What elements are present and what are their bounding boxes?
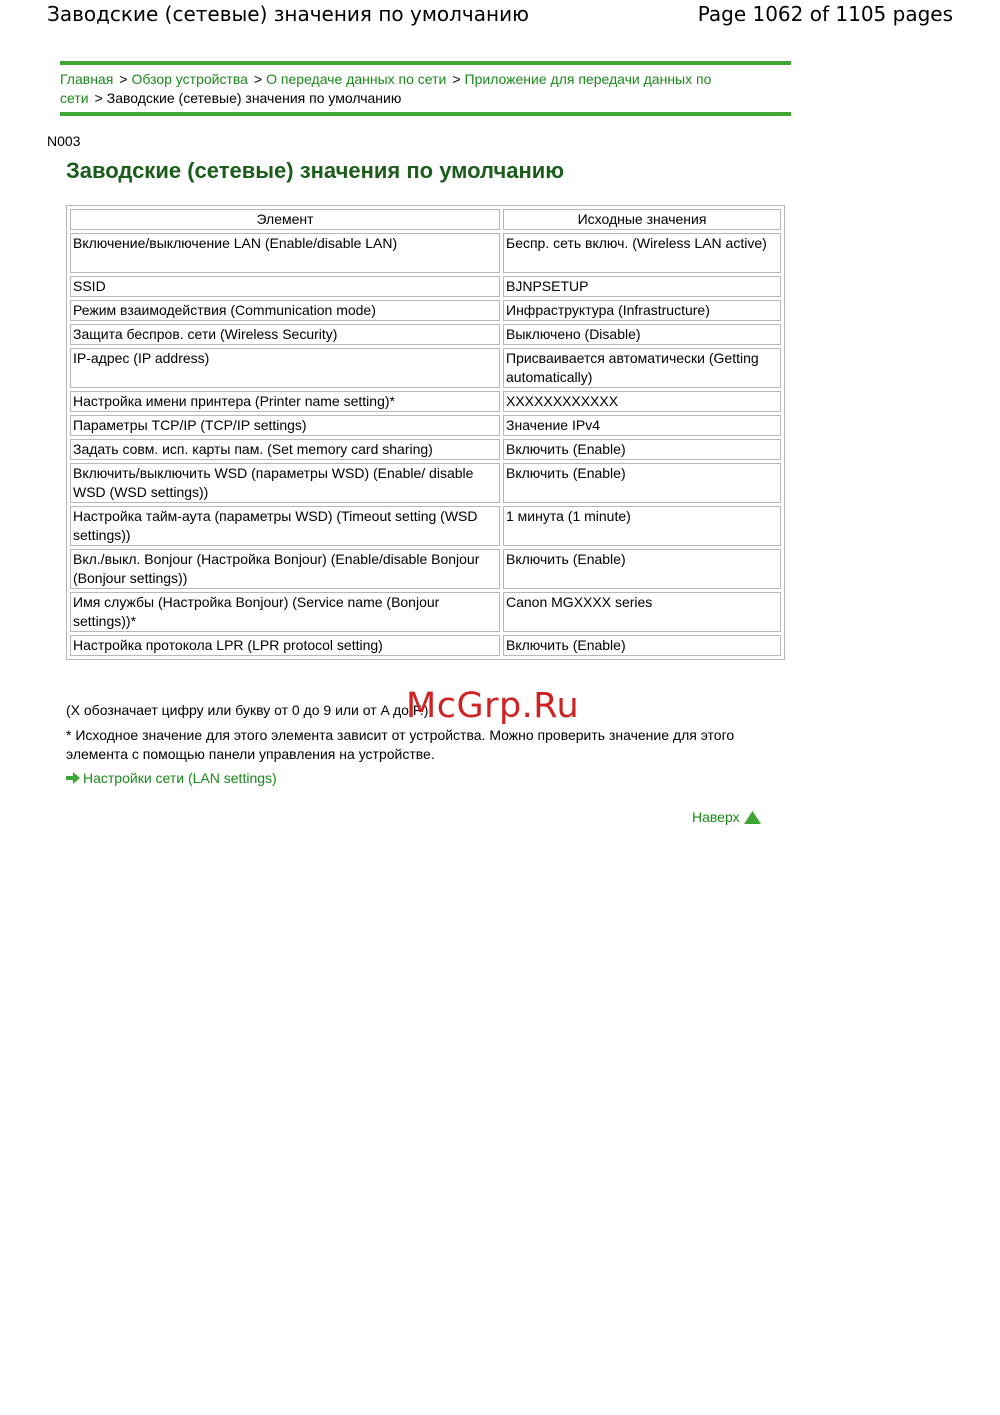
breadcrumb-link-network-transfer[interactable]: О передаче данных по сети	[266, 71, 447, 87]
table-cell-value: Инфраструктура (Infrastructure)	[503, 300, 781, 321]
lan-settings-link[interactable]: Настройки сети (LAN settings)	[83, 770, 277, 786]
document-code: N003	[47, 133, 81, 149]
breadcrumb	[60, 61, 791, 116]
table-cell-item: Задать совм. исп. карты пам. (Set memory card sharing)	[70, 439, 500, 460]
table-row	[70, 415, 781, 436]
green-up-triangle-icon[interactable]	[744, 811, 761, 827]
table-cell-value: BJNPSETUP	[503, 276, 781, 297]
table-cell-value: Включить (Enable)	[503, 549, 781, 589]
back-to-top-link[interactable]: Наверх	[692, 809, 740, 825]
table-cell-item: Включить/выключить WSD (параметры WSD) (Enable/ disable WSD (WSD settings))	[70, 463, 500, 503]
page-number: Page 1062 of 1105 pages	[697, 2, 953, 26]
table-row	[70, 233, 781, 273]
table-cell-value: 1 минута (1 minute)	[503, 506, 781, 546]
table-row	[70, 324, 781, 345]
table-cell-item: SSID	[70, 276, 500, 297]
defaults-table	[66, 205, 785, 660]
lan-settings-link-row	[66, 770, 277, 786]
breadcrumb-separator: >	[94, 90, 103, 106]
table-row	[70, 635, 781, 656]
breadcrumb-separator: >	[452, 71, 461, 87]
table-row	[70, 549, 781, 589]
table-row	[70, 391, 781, 412]
table-cell-item: Имя службы (Настройка Bonjour) (Service name (Bonjour settings))*	[70, 592, 500, 632]
document-title: Заводские (сетевые) значения по умолчанию	[47, 2, 529, 26]
table-cell-value: XXXXXXXXXXXX	[503, 391, 781, 412]
table-row	[70, 348, 781, 388]
table-cell-item: Режим взаимодействия (Communication mode)	[70, 300, 500, 321]
table-cell-item: Настройка протокола LPR (LPR protocol setting)	[70, 635, 500, 656]
x-footnote: (X обозначает цифру или букву от 0 до 9 или от A до F.)	[66, 702, 429, 718]
table-cell-value: Значение IPv4	[503, 415, 781, 436]
column-header-item: Элемент	[70, 209, 500, 230]
table-cell-item: Вкл./выкл. Bonjour (Настройка Bonjour) (Enable/disable Bonjour (Bonjour settings))	[70, 549, 500, 589]
table-cell-value: Включить (Enable)	[503, 439, 781, 460]
table-cell-value: Выключено (Disable)	[503, 324, 781, 345]
breadcrumb-separator: >	[253, 71, 263, 87]
table-cell-item: Включение/выключение LAN (Enable/disable LAN)	[70, 233, 500, 273]
asterisk-footnote: * Исходное значение для этого элемента зависит от устройства. Можно проверить значение для этого элемента с помощью панели управления на устройстве.	[66, 727, 735, 762]
table-cell-item: Защита беспров. сети (Wireless Security)	[70, 324, 500, 345]
page-heading: Заводские (сетевые) значения по умолчанию	[66, 158, 565, 183]
table-row	[70, 439, 781, 460]
breadcrumb-separator: >	[119, 71, 128, 87]
table-cell-value: Canon MGXXXX series	[503, 592, 781, 632]
green-right-arrow-icon	[66, 771, 80, 783]
table-cell-item: Настройка имени принтера (Printer name setting)*	[70, 391, 500, 412]
breadcrumb-current: Заводские (сетевые) значения по умолчанию	[106, 90, 402, 106]
table-cell-item: Настройка тайм-аута (параметры WSD) (Timeout setting (WSD settings))	[70, 506, 500, 546]
table-row	[70, 463, 781, 503]
table-row	[70, 276, 781, 297]
column-header-default-value: Исходные значения	[503, 209, 781, 230]
table-row	[70, 300, 781, 321]
page-header	[0, 0, 1000, 30]
table-header-row	[70, 209, 781, 230]
breadcrumb-link-home[interactable]: Главная	[60, 71, 114, 87]
table-cell-item: Параметры TCP/IP (TCP/IP settings)	[70, 415, 500, 436]
table-cell-value: Включить (Enable)	[503, 635, 781, 656]
back-to-top-link-row	[692, 809, 761, 827]
table-cell-value: Беспр. сеть включ. (Wireless LAN active)	[503, 233, 781, 273]
table-row	[70, 592, 781, 632]
defaults-table-container	[66, 205, 785, 660]
table-cell-value: Присваивается автоматически (Getting automatically)	[503, 348, 781, 388]
table-cell-item: IP-адрес (IP address)	[70, 348, 500, 388]
breadcrumb-link-network-app[interactable]: Приложение для передачи данных по сети	[60, 71, 712, 106]
table-cell-value: Включить (Enable)	[503, 463, 781, 503]
watermark: McGrp.Ru	[406, 686, 580, 726]
table-row	[70, 506, 781, 546]
breadcrumb-link-device-overview[interactable]: Обзор устройства	[131, 71, 248, 87]
